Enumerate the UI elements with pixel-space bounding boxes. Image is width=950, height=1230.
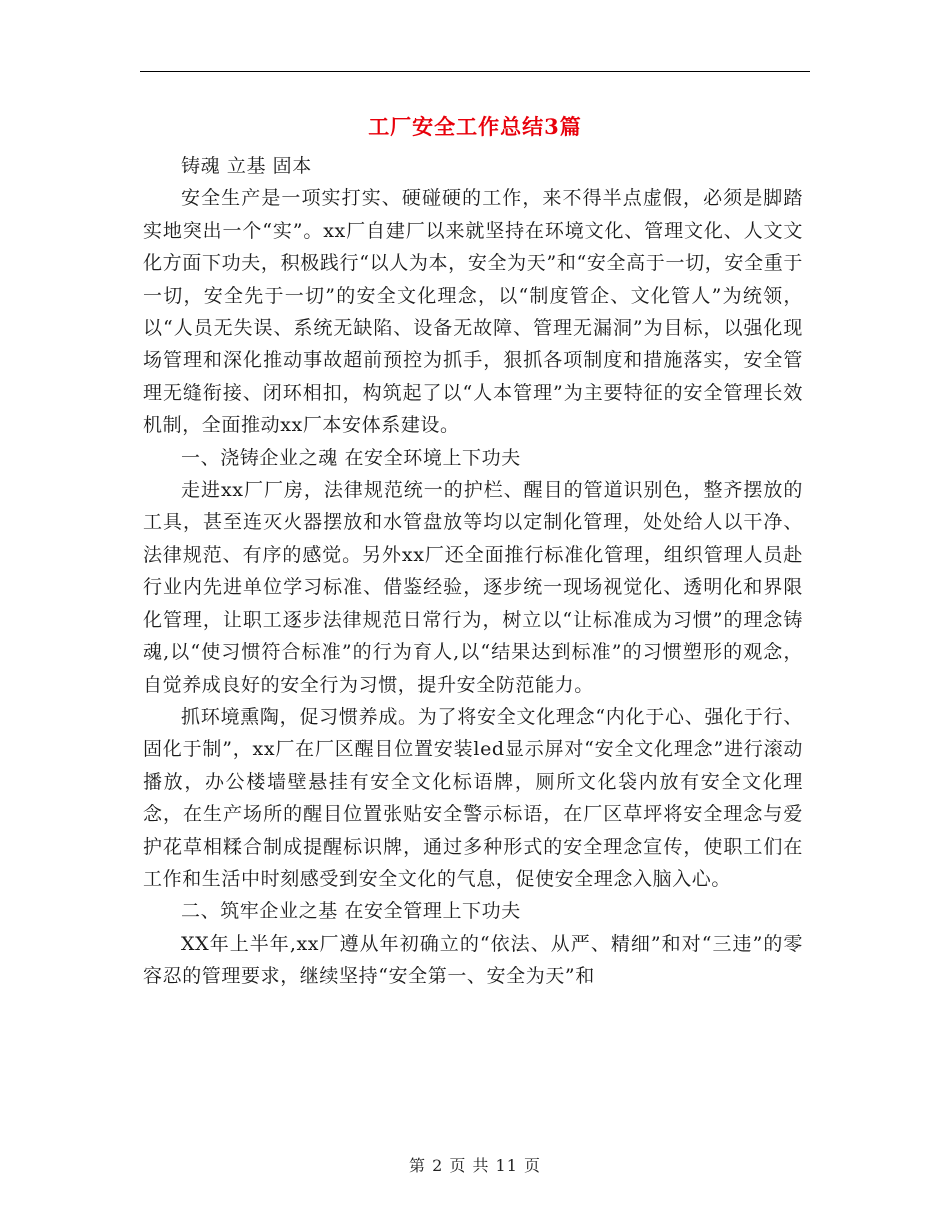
paragraph-subtitle: 铸魂 立基 固本 [181, 155, 312, 177]
paragraph-environment: 走进xx厂厂房，法律规范统一的护栏、醒目的管道识别色，整齐摆放的工具，甚至连灭火器摆放和水管盘放等均以定制化管理，处处给人以干净、法律规范、有序的感觉。另外xx厂还全面推行标准化管理，组织管理人员赴行业内先进单位学习标准、借鉴经验，逐步统一现场视觉化、透明化和界限化管理，让职工逐步法律规范日常行为，树立以“让标准成为习惯”的理念铸魂,以“使习惯符合标准”的行为育人,以“结果达到标准”的习惯塑形的观念，自觉养成良好的安全行为习惯，提升安全防范能力。 [143, 479, 803, 696]
paragraph-habits: 抓环境熏陶，促习惯养成。为了将安全文化理念“内化于心、强化于行、固化于制”，xx厂在厂区醒目位置安装led显示屏对“安全文化理念”进行滚动播放，办公楼墙壁悬挂有安全文化标语牌，厕所文化袋内放有安全文化理念，在生产场所的醒目位置张贴安全警示标语，在厂区草坪将安全理念与爱护花草相糅合制成提醒标识牌，通过多种形式的安全理念宣传，使职工们在工作和生活中时刻感受到安全文化的气息，促使安全理念入脑入心。 [143, 705, 803, 890]
header-rule [140, 71, 810, 72]
section-heading-2: 二、筑牢企业之基 在安全管理上下功夫 [181, 900, 521, 923]
page-footer: 第 2 页 共 11 页 [409, 1156, 541, 1175]
document-body [143, 150, 803, 993]
paragraph-intro: 安全生产是一项实打实、硬碰硬的工作，来不得半点虚假，必须是脚踏实地突出一个“实”。xx厂自建厂以来就坚持在环境文化、管理文化、人文文化方面下功夫，积极践行“以人为本，安全为天”和“安全高于一切，安全重于一切，安全先于一切”的安全文化理念，以“制度管企、文化管人”为统领，以“人员无失误、系统无缺陷、设备无故障、管理无漏洞”为目标，以强化现场管理和深化推动事故超前预控为抓手，狠抓各项制度和措施落实，安全管理无缝衔接、闭环相扣，构筑起了以“人本管理”为主要特征的安全管理长效机制，全面推动xx厂本安体系建设。 [143, 187, 803, 437]
section-heading-1: 一、浇铸企业之魂 在安全环境上下功夫 [181, 446, 521, 469]
document-title: 工厂安全工作总结3篇 [368, 114, 582, 139]
paragraph-management: XX年上半年,xx厂遵从年初确立的“依法、从严、精细”和对“三违”的零容忍的管理要求，继续坚持“安全第一、安全为天”和 [143, 932, 803, 988]
